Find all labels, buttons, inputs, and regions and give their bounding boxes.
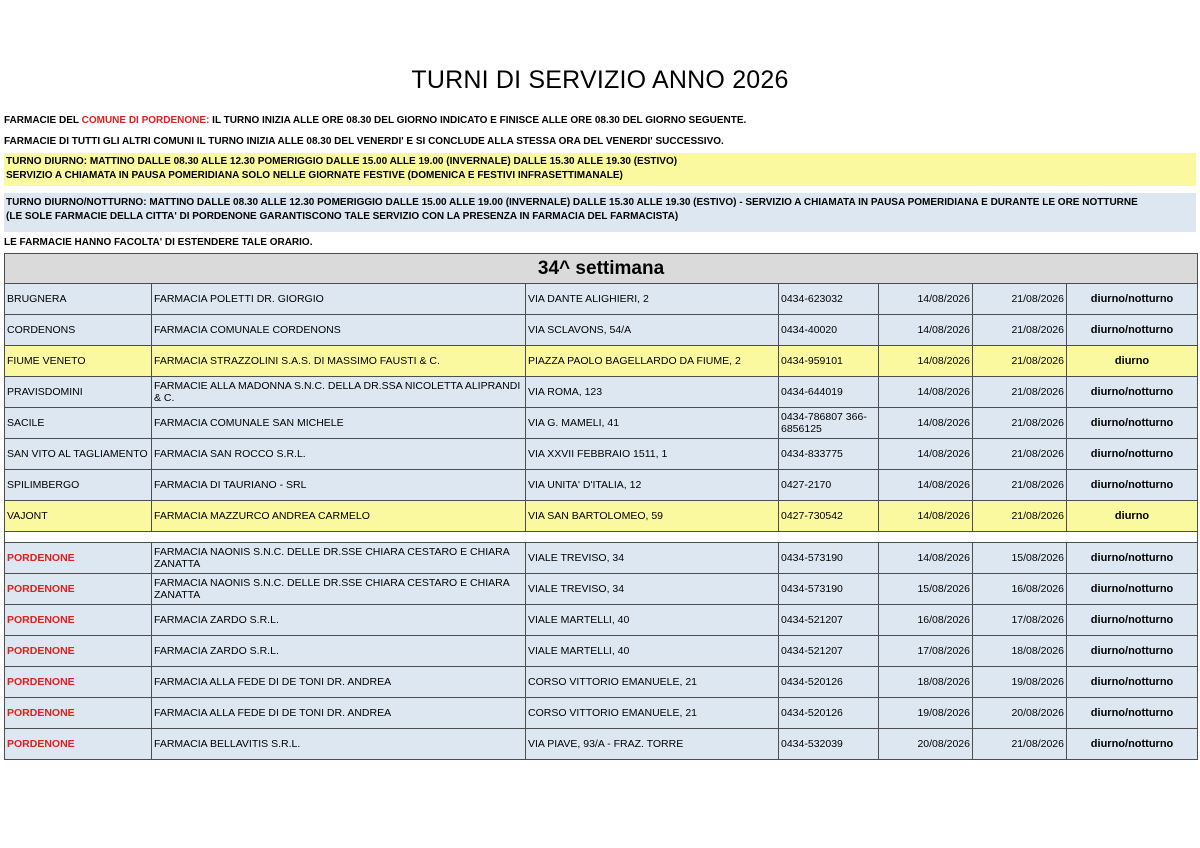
- pharmacy-name-cell: FARMACIA ALLA FEDE DI DE TONI DR. ANDREA: [152, 698, 526, 729]
- phone-cell: 0434-521207: [779, 605, 879, 636]
- address-cell: VIALE MARTELLI, 40: [526, 605, 779, 636]
- phone-cell: 0427-2170: [779, 470, 879, 501]
- address-cell: VIALE TREVISO, 34: [526, 543, 779, 574]
- pharmacy-name-cell: FARMACIA STRAZZOLINI S.A.S. DI MASSIMO FAUSTI & C.: [152, 346, 526, 377]
- pharmacy-name-cell: FARMACIA ZARDO S.R.L.: [152, 636, 526, 667]
- service-type-cell: diurno/notturno: [1067, 636, 1198, 667]
- service-type-cell: diurno/notturno: [1067, 543, 1198, 574]
- to-date-cell: 21/08/2026: [973, 408, 1067, 439]
- group-spacer-row: [5, 532, 1198, 543]
- table-row: [5, 698, 1198, 729]
- service-type-cell: diurno/notturno: [1067, 439, 1198, 470]
- city-cell: PORDENONE: [5, 729, 152, 760]
- pharmacy-name-cell: FARMACIA ALLA FEDE DI DE TONI DR. ANDREA: [152, 667, 526, 698]
- from-date-cell: 16/08/2026: [879, 605, 973, 636]
- pharmacy-name-cell: FARMACIA COMUNALE SAN MICHELE: [152, 408, 526, 439]
- service-type-cell: diurno/notturno: [1067, 667, 1198, 698]
- service-type-cell: diurno/notturno: [1067, 315, 1198, 346]
- phone-cell: 0434-833775: [779, 439, 879, 470]
- notturno-line-1: TURNO DIURNO/NOTTURNO: MATTINO DALLE 08.30 ALLE 12.30 POMERIGGIO DALLE 15.00 ALLE 19.00 (INVERNALE) DALLE 15.30 ALLE 19.30 (ESTIVO) - SERVIZIO A CHIAMATA IN PAUSA POMERIDIANA E DURANTE LE ORE NOTTURNE: [6, 197, 1138, 208]
- diurno-line-2: SERVIZIO A CHIAMATA IN PAUSA POMERIDIANA SOLO NELLE GIORNATE FESTIVE (DOMENICA E FESTIVI INFRASETTIMANALE): [6, 170, 623, 181]
- note-prefix: FARMACIE DEL: [4, 115, 82, 126]
- table-row: [5, 605, 1198, 636]
- city-cell: PORDENONE: [5, 574, 152, 605]
- page-title: TURNI DI SERVIZIO ANNO 2026: [411, 66, 789, 94]
- phone-cell: 0434-521207: [779, 636, 879, 667]
- facolta-note: LE FARMACIE HANNO FACOLTA' DI ESTENDERE TALE ORARIO.: [4, 237, 313, 248]
- city-cell: PORDENONE: [5, 698, 152, 729]
- from-date-cell: 14/08/2026: [879, 543, 973, 574]
- pharmacy-name-cell: FARMACIA POLETTI DR. GIORGIO: [152, 284, 526, 315]
- from-date-cell: 14/08/2026: [879, 408, 973, 439]
- diurno-band: [4, 153, 1196, 186]
- city-cell: CORDENONS: [5, 315, 152, 346]
- phone-cell: 0434-532039: [779, 729, 879, 760]
- to-date-cell: 21/08/2026: [973, 346, 1067, 377]
- address-cell: VIALE TREVISO, 34: [526, 574, 779, 605]
- service-type-cell: diurno/notturno: [1067, 377, 1198, 408]
- service-type-cell: diurno/notturno: [1067, 729, 1198, 760]
- service-type-cell: diurno: [1067, 501, 1198, 532]
- pharmacy-name-cell: FARMACIA SAN ROCCO S.R.L.: [152, 439, 526, 470]
- from-date-cell: 20/08/2026: [879, 729, 973, 760]
- to-date-cell: 21/08/2026: [973, 377, 1067, 408]
- from-date-cell: 14/08/2026: [879, 470, 973, 501]
- address-cell: CORSO VITTORIO EMANUELE, 21: [526, 698, 779, 729]
- table-row: [5, 501, 1198, 532]
- pharmacy-name-cell: FARMACIE ALLA MADONNA S.N.C. DELLA DR.SSA NICOLETTA ALIPRANDI & C.: [152, 377, 526, 408]
- table-row: [5, 543, 1198, 574]
- pharmacy-name-cell: FARMACIA ZARDO S.R.L.: [152, 605, 526, 636]
- phone-cell: 0434-786807 366-6856125: [779, 408, 879, 439]
- city-cell: BRUGNERA: [5, 284, 152, 315]
- phone-cell: 0434-644019: [779, 377, 879, 408]
- address-cell: VIA XXVII FEBBRAIO 1511, 1: [526, 439, 779, 470]
- pharmacy-name-cell: FARMACIA MAZZURCO ANDREA CARMELO: [152, 501, 526, 532]
- service-type-cell: diurno/notturno: [1067, 605, 1198, 636]
- notturno-line-2: (LE SOLE FARMACIE DELLA CITTA' DI PORDENONE GARANTISCONO TALE SERVIZIO CON LA PRESENZA IN FARMACIA DEL FARMACISTA): [6, 211, 679, 222]
- to-date-cell: 19/08/2026: [973, 667, 1067, 698]
- address-cell: VIA ROMA, 123: [526, 377, 779, 408]
- service-type-cell: diurno/notturno: [1067, 470, 1198, 501]
- week-header-row: [5, 254, 1198, 284]
- week-label: 34^ settimana: [5, 254, 1198, 284]
- address-cell: VIA PIAVE, 93/A - FRAZ. TORRE: [526, 729, 779, 760]
- to-date-cell: 21/08/2026: [973, 284, 1067, 315]
- table-row: [5, 574, 1198, 605]
- to-date-cell: 21/08/2026: [973, 439, 1067, 470]
- phone-cell: 0434-573190: [779, 543, 879, 574]
- city-cell: SAN VITO AL TAGLIAMENTO: [5, 439, 152, 470]
- pharmacy-name-cell: FARMACIA BELLAVITIS S.R.L.: [152, 729, 526, 760]
- address-cell: VIA SCLAVONS, 54/A: [526, 315, 779, 346]
- from-date-cell: 14/08/2026: [879, 346, 973, 377]
- city-cell: PORDENONE: [5, 605, 152, 636]
- to-date-cell: 15/08/2026: [973, 543, 1067, 574]
- service-type-cell: diurno/notturno: [1067, 698, 1198, 729]
- address-cell: VIA UNITA' D'ITALIA, 12: [526, 470, 779, 501]
- pharmacy-name-cell: FARMACIA DI TAURIANO - SRL: [152, 470, 526, 501]
- table-row: [5, 439, 1198, 470]
- address-cell: VIA DANTE ALIGHIERI, 2: [526, 284, 779, 315]
- city-cell: FIUME VENETO: [5, 346, 152, 377]
- city-cell: PORDENONE: [5, 636, 152, 667]
- address-cell: CORSO VITTORIO EMANUELE, 21: [526, 667, 779, 698]
- address-cell: VIA SAN BARTOLOMEO, 59: [526, 501, 779, 532]
- other-comuni-note: FARMACIE DI TUTTI GLI ALTRI COMUNI IL TURNO INIZIA ALLE 08.30 DEL VENERDI' E SI CONCLUDE ALLA STESSA ORA DEL VENERDI' SUCCESSIVO.: [4, 136, 724, 147]
- to-date-cell: 17/08/2026: [973, 605, 1067, 636]
- from-date-cell: 15/08/2026: [879, 574, 973, 605]
- city-cell: SACILE: [5, 408, 152, 439]
- from-date-cell: 14/08/2026: [879, 315, 973, 346]
- to-date-cell: 21/08/2026: [973, 315, 1067, 346]
- service-type-cell: diurno/notturno: [1067, 408, 1198, 439]
- city-cell: PORDENONE: [5, 667, 152, 698]
- phone-cell: 0434-959101: [779, 346, 879, 377]
- city-cell: SPILIMBERGO: [5, 470, 152, 501]
- phone-cell: 0434-520126: [779, 667, 879, 698]
- pharmacy-name-cell: FARMACIA NAONIS S.N.C. DELLE DR.SSE CHIARA CESTARO E CHIARA ZANATTA: [152, 543, 526, 574]
- from-date-cell: 14/08/2026: [879, 377, 973, 408]
- to-date-cell: 21/08/2026: [973, 501, 1067, 532]
- service-type-cell: diurno/notturno: [1067, 574, 1198, 605]
- phone-cell: 0434-623032: [779, 284, 879, 315]
- service-type-cell: diurno: [1067, 346, 1198, 377]
- address-cell: VIALE MARTELLI, 40: [526, 636, 779, 667]
- table-row: [5, 667, 1198, 698]
- note-comune-highlight: COMUNE DI PORDENONE:: [81, 115, 210, 126]
- city-cell: VAJONT: [5, 501, 152, 532]
- notturno-band: [4, 193, 1196, 232]
- to-date-cell: 16/08/2026: [973, 574, 1067, 605]
- address-cell: VIA G. MAMELI, 41: [526, 408, 779, 439]
- to-date-cell: 18/08/2026: [973, 636, 1067, 667]
- table-row: [5, 408, 1198, 439]
- to-date-cell: 21/08/2026: [973, 729, 1067, 760]
- to-date-cell: 21/08/2026: [973, 470, 1067, 501]
- service-type-cell: diurno/notturno: [1067, 284, 1198, 315]
- from-date-cell: 14/08/2026: [879, 501, 973, 532]
- note-suffix: IL TURNO INIZIA ALLE ORE 08.30 DEL GIORNO INDICATO E FINISCE ALLE ORE 08.30 DEL GIORNO SEGUENTE.: [209, 115, 747, 126]
- table-row: [5, 315, 1198, 346]
- phone-cell: 0434-520126: [779, 698, 879, 729]
- phone-cell: 0427-730542: [779, 501, 879, 532]
- phone-cell: 0434-573190: [779, 574, 879, 605]
- from-date-cell: 14/08/2026: [879, 439, 973, 470]
- pordenone-hours-note: [4, 114, 1196, 128]
- table-row: [5, 284, 1198, 315]
- from-date-cell: 18/08/2026: [879, 667, 973, 698]
- from-date-cell: 19/08/2026: [879, 698, 973, 729]
- city-cell: PORDENONE: [5, 543, 152, 574]
- diurno-line-1: TURNO DIURNO: MATTINO DALLE 08.30 ALLE 12.30 POMERIGGIO DALLE 15.00 ALLE 19.00 (INVERNALE) DALLE 15.30 ALLE 19.30 (ESTIVO): [6, 156, 678, 167]
- from-date-cell: 17/08/2026: [879, 636, 973, 667]
- pharmacy-name-cell: FARMACIA NAONIS S.N.C. DELLE DR.SSE CHIARA CESTARO E CHIARA ZANATTA: [152, 574, 526, 605]
- table-row: [5, 470, 1198, 501]
- spacer-cell: [5, 532, 1198, 543]
- pharmacy-name-cell: FARMACIA COMUNALE CORDENONS: [152, 315, 526, 346]
- table-row: [5, 377, 1198, 408]
- table-row: [5, 346, 1198, 377]
- to-date-cell: 20/08/2026: [973, 698, 1067, 729]
- table-row: [5, 636, 1198, 667]
- from-date-cell: 14/08/2026: [879, 284, 973, 315]
- table-row: [5, 729, 1198, 760]
- pharmacy-table: [4, 253, 1198, 760]
- city-cell: PRAVISDOMINI: [5, 377, 152, 408]
- phone-cell: 0434-40020: [779, 315, 879, 346]
- address-cell: PIAZZA PAOLO BAGELLARDO DA FIUME, 2: [526, 346, 779, 377]
